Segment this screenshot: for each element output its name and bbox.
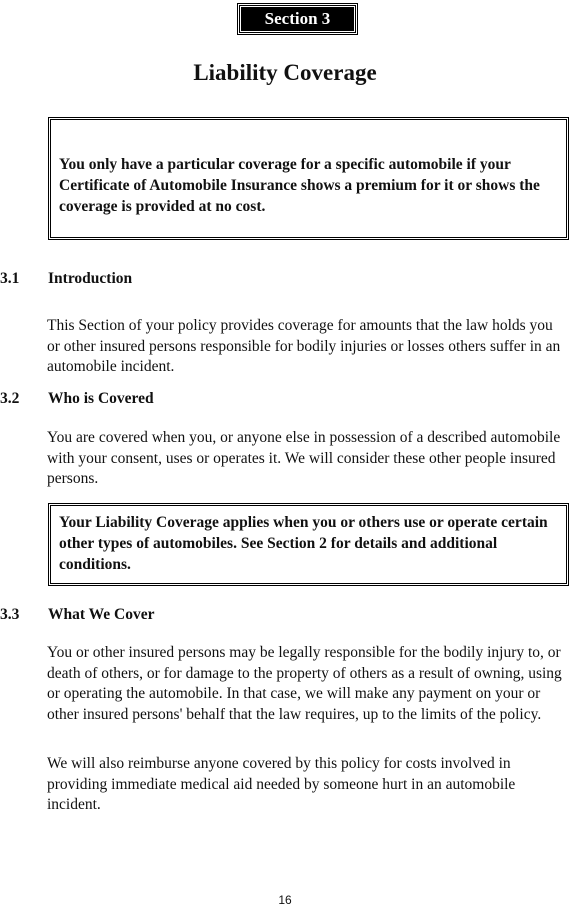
section-number-3-3: 3.3: [0, 606, 20, 623]
coverage-notice-box: [48, 117, 569, 240]
introduction-paragraph: This Section of your policy provides coverage for amounts that the law holds you or other insured persons responsible for bodily injuries or losses others suffer in an automobile incident.: [47, 317, 561, 375]
section-title-introduction: Introduction: [48, 270, 133, 287]
liability-notice-text: Your Liability Coverage applies when you or others use or operate certain other types of automobiles. See Section 2 for details and additional conditions.: [59, 514, 548, 573]
coverage-notice-text: You only have a particular coverage for a specific automobile if your Certificate of Automobile Insurance shows a premium for it or shows the coverage is provided at no cost.: [59, 156, 540, 215]
section-badge: [238, 4, 357, 34]
liability-notice-box: [48, 503, 569, 586]
section-number-3-1: 3.1: [0, 270, 20, 287]
page-number: 16: [278, 893, 292, 907]
who-is-covered-paragraph: You are covered when you, or anyone else in possession of a described automobile with your consent, uses or operates it. We will consider these other people insured persons.: [47, 429, 561, 487]
section-number-3-2: 3.2: [0, 390, 20, 407]
section-title-what-we-cover: What We Cover: [48, 606, 155, 623]
page-title: Liability Coverage: [193, 60, 377, 85]
section-label: Section 3: [264, 9, 331, 28]
what-we-cover-paragraph-2: We will also reimburse anyone covered by this policy for costs involved in providing immediate medical aid needed by someone hurt in an automobile incident.: [47, 755, 516, 813]
what-we-cover-paragraph-1: You or other insured persons may be legally responsible for the bodily injury to, or death of others, or for damage to the property of others as a result of owning, using or operating the automobile. In that case, we will make any payment on your or other insured persons' behalf that the law requires, up to the limits of the policy.: [47, 644, 562, 723]
section-title-who-is-covered: Who is Covered: [48, 390, 154, 407]
